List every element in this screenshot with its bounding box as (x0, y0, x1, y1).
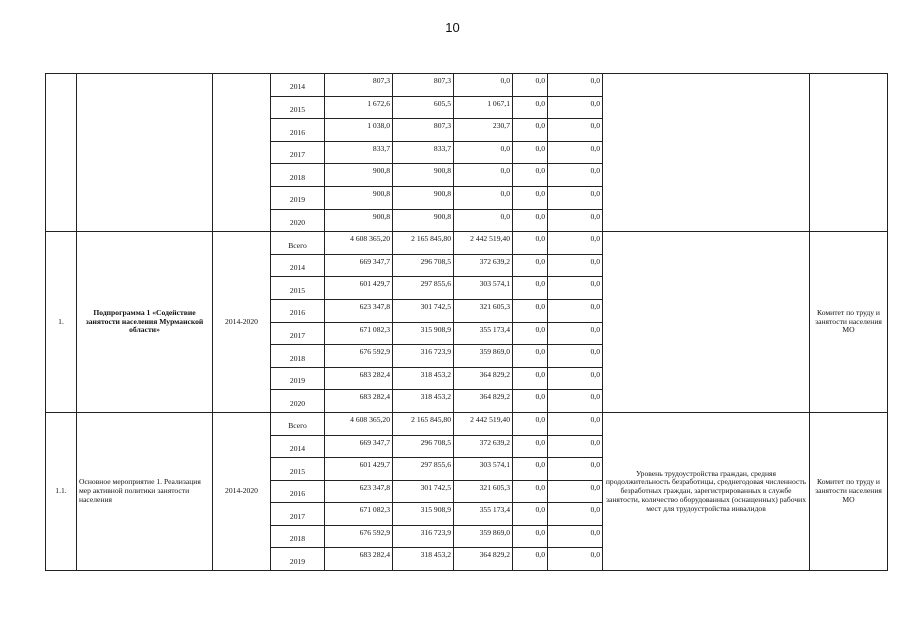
value-cell: 623 347,8 (325, 480, 393, 503)
value-cell: 900,8 (393, 164, 454, 187)
year-cell: 2017 (271, 322, 325, 345)
value-cell: 0,0 (513, 480, 548, 503)
row-name: Основное мероприятие 1. Реализация мер активной политики занятости населения (77, 412, 213, 570)
value-cell: 833,7 (393, 141, 454, 164)
value-cell: 301 742,5 (393, 299, 454, 322)
value-cell: 318 453,2 (393, 390, 454, 413)
indicator-cell (603, 74, 810, 232)
value-cell: 0,0 (513, 345, 548, 368)
value-cell: 0,0 (513, 458, 548, 481)
value-cell: 601 429,7 (325, 277, 393, 300)
value-cell: 359 869,0 (454, 345, 513, 368)
indicator-cell (603, 232, 810, 413)
value-cell: 0,0 (548, 254, 603, 277)
value-cell: 1 672,6 (325, 96, 393, 119)
value-cell: 623 347,8 (325, 299, 393, 322)
executor-cell (810, 74, 888, 232)
year-cell: 2014 (271, 435, 325, 458)
value-cell: 303 574,1 (454, 277, 513, 300)
value-cell: 676 592,9 (325, 345, 393, 368)
year-cell: 2015 (271, 458, 325, 481)
value-cell: 4 608 365,20 (325, 412, 393, 435)
value-cell: 1 067,1 (454, 96, 513, 119)
row-number: 1.1. (46, 412, 77, 570)
value-cell: 601 429,7 (325, 458, 393, 481)
value-cell: 321 605,3 (454, 480, 513, 503)
value-cell: 807,3 (325, 74, 393, 97)
value-cell: 0,0 (454, 209, 513, 232)
value-cell: 2 165 845,80 (393, 232, 454, 255)
program-table (45, 73, 888, 571)
value-cell: 0,0 (454, 74, 513, 97)
value-cell: 669 347,7 (325, 254, 393, 277)
value-cell: 316 723,9 (393, 345, 454, 368)
year-cell: 2014 (271, 254, 325, 277)
value-cell: 671 082,3 (325, 503, 393, 526)
value-cell: 301 742,5 (393, 480, 454, 503)
value-cell: 900,8 (325, 186, 393, 209)
value-cell: 0,0 (513, 390, 548, 413)
row-number: 1. (46, 232, 77, 413)
value-cell: 0,0 (548, 299, 603, 322)
value-cell: 0,0 (513, 254, 548, 277)
value-cell: 296 708,5 (393, 254, 454, 277)
value-cell: 0,0 (548, 322, 603, 345)
value-cell: 833,7 (325, 141, 393, 164)
value-cell: 315 908,9 (393, 503, 454, 526)
table-row (46, 412, 888, 435)
year-cell: 2019 (271, 186, 325, 209)
year-cell: 2016 (271, 299, 325, 322)
value-cell: 0,0 (548, 412, 603, 435)
value-cell: 0,0 (548, 525, 603, 548)
value-cell: 0,0 (513, 299, 548, 322)
value-cell: 0,0 (548, 209, 603, 232)
value-cell: 0,0 (513, 503, 548, 526)
year-cell: 2014 (271, 74, 325, 97)
value-cell: 683 282,4 (325, 548, 393, 571)
value-cell: 372 639,2 (454, 254, 513, 277)
value-cell: 0,0 (513, 186, 548, 209)
year-cell: 2017 (271, 141, 325, 164)
row-period: 2014-2020 (213, 412, 271, 570)
value-cell: 372 639,2 (454, 435, 513, 458)
value-cell: 0,0 (513, 96, 548, 119)
value-cell: 0,0 (454, 164, 513, 187)
year-cell: 2018 (271, 164, 325, 187)
value-cell: 0,0 (454, 141, 513, 164)
value-cell: 0,0 (548, 480, 603, 503)
value-cell: 4 608 365,20 (325, 232, 393, 255)
value-cell: 683 282,4 (325, 367, 393, 390)
table-row (46, 74, 888, 97)
year-cell: 2017 (271, 503, 325, 526)
value-cell: 0,0 (548, 458, 603, 481)
value-cell: 303 574,1 (454, 458, 513, 481)
value-cell: 0,0 (513, 119, 548, 142)
value-cell: 0,0 (548, 277, 603, 300)
value-cell: 683 282,4 (325, 390, 393, 413)
value-cell: 0,0 (513, 141, 548, 164)
value-cell: 316 723,9 (393, 525, 454, 548)
value-cell: 364 829,2 (454, 390, 513, 413)
value-cell: 0,0 (513, 412, 548, 435)
year-cell: 2020 (271, 209, 325, 232)
value-cell: 671 082,3 (325, 322, 393, 345)
value-cell: 807,3 (393, 74, 454, 97)
value-cell: 355 173,4 (454, 503, 513, 526)
value-cell: 0,0 (548, 503, 603, 526)
year-cell: 2018 (271, 525, 325, 548)
value-cell: 296 708,5 (393, 435, 454, 458)
year-cell: 2016 (271, 119, 325, 142)
year-cell: 2018 (271, 345, 325, 368)
value-cell: 0,0 (548, 141, 603, 164)
value-cell: 0,0 (513, 525, 548, 548)
row-name (77, 74, 213, 232)
value-cell: 669 347,7 (325, 435, 393, 458)
value-cell: 0,0 (513, 367, 548, 390)
value-cell: 900,8 (325, 209, 393, 232)
indicator-cell: Уровень трудоустройства граждан, средняя продолжительность безработицы, среднегодовая численность безработных граждан, зарегистрированных в службе занятости, количество оборудованных (оснащенных) рабочих мест для трудоустройства инвалидов (603, 412, 810, 570)
value-cell: 318 453,2 (393, 548, 454, 571)
row-number (46, 74, 77, 232)
year-cell: 2015 (271, 96, 325, 119)
table-row (46, 232, 888, 255)
value-cell: 676 592,9 (325, 525, 393, 548)
row-period: 2014-2020 (213, 232, 271, 413)
year-cell: 2016 (271, 480, 325, 503)
value-cell: 2 442 519,40 (454, 232, 513, 255)
value-cell: 0,0 (513, 74, 548, 97)
value-cell: 0,0 (548, 119, 603, 142)
value-cell: 0,0 (454, 186, 513, 209)
value-cell: 0,0 (548, 164, 603, 187)
value-cell: 0,0 (513, 209, 548, 232)
value-cell: 315 908,9 (393, 322, 454, 345)
value-cell: 1 038,0 (325, 119, 393, 142)
value-cell: 0,0 (548, 232, 603, 255)
value-cell: 900,8 (325, 164, 393, 187)
value-cell: 297 855,6 (393, 277, 454, 300)
value-cell: 0,0 (548, 435, 603, 458)
year-cell: 2019 (271, 367, 325, 390)
value-cell: 605,5 (393, 96, 454, 119)
value-cell: 0,0 (513, 164, 548, 187)
value-cell: 0,0 (548, 186, 603, 209)
value-cell: 297 855,6 (393, 458, 454, 481)
value-cell: 0,0 (548, 345, 603, 368)
value-cell: 0,0 (513, 322, 548, 345)
value-cell: 0,0 (548, 74, 603, 97)
value-cell: 318 453,2 (393, 367, 454, 390)
value-cell: 2 165 845,80 (393, 412, 454, 435)
year-cell: Всего (271, 412, 325, 435)
year-cell: 2019 (271, 548, 325, 571)
year-cell: Всего (271, 232, 325, 255)
value-cell: 0,0 (513, 277, 548, 300)
value-cell: 355 173,4 (454, 322, 513, 345)
value-cell: 364 829,2 (454, 367, 513, 390)
value-cell: 0,0 (548, 367, 603, 390)
value-cell: 364 829,2 (454, 548, 513, 571)
value-cell: 0,0 (548, 548, 603, 571)
row-period (213, 74, 271, 232)
value-cell: 0,0 (513, 232, 548, 255)
executor-cell: Комитет по труду и занятости населения МО (810, 412, 888, 570)
value-cell: 807,3 (393, 119, 454, 142)
value-cell: 0,0 (513, 435, 548, 458)
year-cell: 2020 (271, 390, 325, 413)
row-name: Подпрограмма 1 «Содействие занятости населения Мурманской области» (77, 232, 213, 413)
value-cell: 2 442 519,40 (454, 412, 513, 435)
value-cell: 359 869,0 (454, 525, 513, 548)
value-cell: 321 605,3 (454, 299, 513, 322)
value-cell: 900,8 (393, 209, 454, 232)
executor-cell: Комитет по труду и занятости населения МО (810, 232, 888, 413)
page-number: 10 (445, 20, 460, 35)
value-cell: 230,7 (454, 119, 513, 142)
value-cell: 900,8 (393, 186, 454, 209)
value-cell: 0,0 (548, 390, 603, 413)
year-cell: 2015 (271, 277, 325, 300)
value-cell: 0,0 (513, 548, 548, 571)
value-cell: 0,0 (548, 96, 603, 119)
